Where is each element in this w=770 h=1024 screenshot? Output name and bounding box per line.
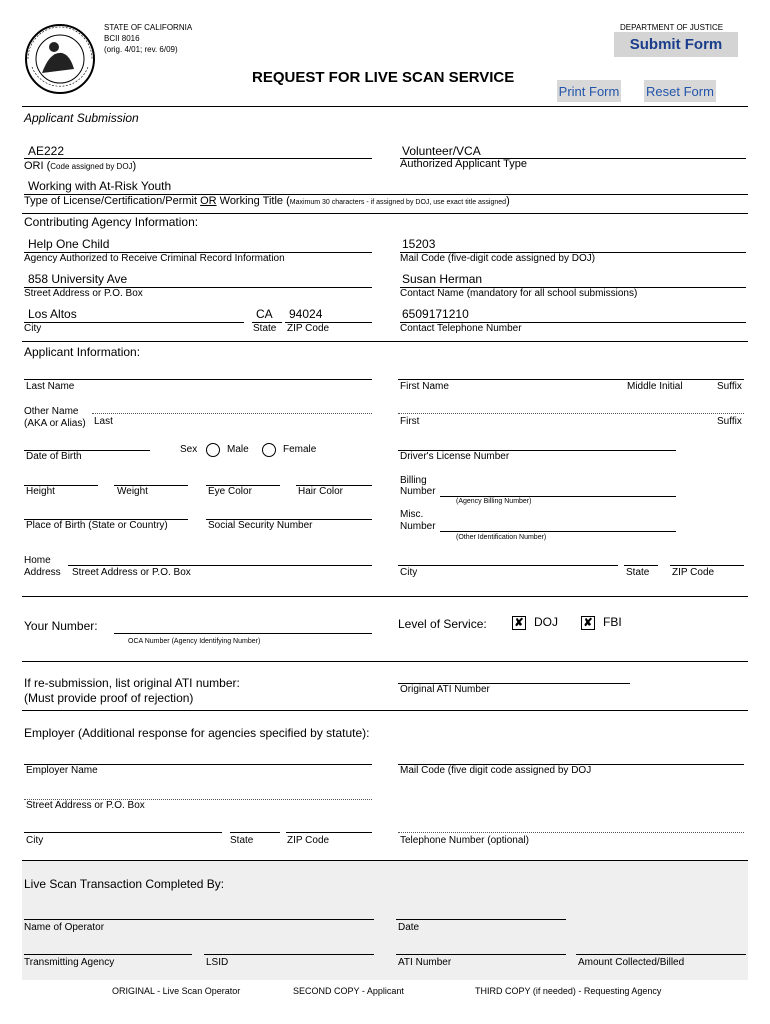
date-label: Date	[398, 922, 420, 933]
eye-color-label: Eye Color	[208, 486, 252, 497]
mail-code-value[interactable]: 15203	[402, 237, 436, 251]
aka-label: (AKA or Alias)	[24, 418, 86, 429]
resubmission-label: If re-submission, list original ATI number:	[24, 676, 240, 690]
male-label: Male	[227, 444, 249, 455]
billing-label: Billing	[400, 475, 427, 486]
agency-label: Agency Authorized to Receive Criminal Record Information	[24, 253, 285, 264]
employer-city-label: City	[26, 835, 44, 846]
section-live-scan: Live Scan Transaction Completed By:	[24, 877, 225, 891]
ssn-label: Social Security Number	[208, 520, 313, 531]
contact-phone-value[interactable]: 6509171210	[402, 307, 469, 321]
dob-label: Date of Birth	[26, 451, 82, 462]
working-title-label: Type of License/Certification/Permit OR Working Title (Maximum 30 characters - if assigned by DOJ, use exact title assigned)	[24, 195, 510, 207]
divider	[22, 860, 748, 861]
employer-mail-code-label: Mail Code (five digit code assigned by DOJ	[400, 765, 592, 776]
section-contributing-agency: Contributing Agency Information:	[24, 215, 199, 229]
doj-seal-icon	[24, 23, 96, 95]
department-label: DEPARTMENT OF JUSTICE	[620, 23, 724, 32]
city-value[interactable]: Los Altos	[28, 307, 77, 321]
form-revision: (orig. 4/01; rev. 6/09)	[104, 45, 178, 54]
copy-second-label: SECOND COPY - Applicant	[293, 986, 404, 996]
contact-name-value[interactable]: Susan Herman	[402, 272, 483, 286]
misc-number-label: Number	[400, 521, 436, 532]
height-label: Height	[26, 486, 55, 497]
divider	[22, 213, 748, 214]
fbi-label: FBI	[603, 615, 622, 629]
contact-name-label: Contact Name (mandatory for all school submissions)	[400, 288, 638, 299]
print-form-button[interactable]: Print Form	[557, 80, 621, 102]
middle-initial-label: Middle Initial	[627, 381, 683, 392]
first-name-label: First Name	[400, 381, 449, 392]
address-label: Address	[24, 567, 61, 578]
female-label: Female	[283, 444, 317, 455]
lsid-label: LSID	[206, 957, 229, 968]
resubmission-proof-label: (Must provide proof of rejection)	[24, 691, 194, 705]
copy-third-label: THIRD COPY (if needed) - Requesting Agency	[475, 986, 662, 996]
street-label: Street Address or P.O. Box	[24, 288, 143, 299]
employer-street-label: Street Address or P.O. Box	[26, 800, 145, 811]
applicant-type-value[interactable]: Volunteer/VCA	[402, 144, 481, 158]
amount-collected-label: Amount Collected/Billed	[578, 957, 685, 968]
suffix-label: Suffix	[717, 381, 742, 392]
mail-code-label: Mail Code (five-digit code assigned by DOJ)	[400, 253, 596, 264]
street-value[interactable]: 858 University Ave	[28, 272, 128, 286]
divider	[22, 341, 748, 342]
state-value[interactable]: CA	[256, 307, 273, 321]
drivers-license-label: Driver's License Number	[400, 451, 510, 462]
misc-sub-label: (Other Identification Number)	[456, 534, 547, 541]
hair-color-label: Hair Color	[298, 486, 344, 497]
doj-label: DOJ	[534, 615, 558, 629]
weight-label: Weight	[117, 486, 148, 497]
employer-name-label: Employer Name	[26, 765, 98, 776]
your-number-label: Your Number:	[24, 619, 98, 633]
billing-number-label: Number	[400, 486, 436, 497]
home-city-label: City	[400, 567, 418, 578]
submit-form-button[interactable]: Submit Form	[614, 32, 738, 57]
section-applicant-information: Applicant Information:	[24, 345, 141, 359]
form-number: BCII 8016	[104, 34, 140, 43]
transmitting-agency-label: Transmitting Agency	[24, 957, 115, 968]
original-ati-label: Original ATI Number	[400, 684, 490, 695]
operator-name-label: Name of Operator	[24, 922, 105, 933]
ori-value[interactable]: AE222	[28, 144, 65, 158]
other-suffix-label: Suffix	[717, 416, 742, 427]
male-radio[interactable]	[206, 443, 220, 457]
working-title-value[interactable]: Working with At-Risk Youth	[28, 179, 172, 193]
other-last-label: Last	[94, 416, 113, 427]
contact-phone-label: Contact Telephone Number	[400, 323, 522, 334]
home-zip-label: ZIP Code	[672, 567, 715, 578]
home-state-label: State	[626, 567, 650, 578]
agency-value[interactable]: Help One Child	[28, 237, 110, 251]
section-applicant-submission: Applicant Submission	[24, 111, 139, 125]
misc-label: Misc.	[400, 509, 424, 520]
divider	[22, 106, 748, 107]
place-of-birth-label: Place of Birth (State or Country)	[26, 520, 168, 531]
copy-original-label: ORIGINAL - Live Scan Operator	[112, 986, 241, 996]
ati-number-label: ATI Number	[398, 957, 452, 968]
female-radio[interactable]	[262, 443, 276, 457]
zip-value[interactable]: 94024	[289, 307, 323, 321]
fbi-checkbox[interactable]: ✘	[581, 616, 595, 630]
employer-zip-label: ZIP Code	[287, 835, 330, 846]
oca-number-label: OCA Number (Agency Identifying Number)	[128, 638, 261, 645]
form-title: REQUEST FOR LIVE SCAN SERVICE	[252, 69, 515, 86]
doj-checkbox[interactable]: ✘	[512, 616, 526, 630]
reset-form-button[interactable]: Reset Form	[644, 80, 716, 102]
divider	[22, 596, 748, 597]
ori-label: ORI (Code assigned by DOJ)	[24, 160, 137, 172]
home-label: Home	[24, 555, 51, 566]
last-name-label: Last Name	[26, 381, 75, 392]
state-label: STATE OF CALIFORNIA	[104, 23, 193, 32]
other-first-label: First	[400, 416, 420, 427]
sex-label: Sex	[180, 444, 198, 455]
other-name-label: Other Name	[24, 406, 79, 417]
divider	[22, 661, 748, 662]
billing-sub-label: (Agency Billing Number)	[456, 498, 532, 505]
zip-label: ZIP Code	[287, 323, 330, 334]
section-employer: Employer (Additional response for agencies specified by statute):	[24, 726, 370, 740]
level-of-service-label: Level of Service:	[398, 617, 487, 631]
applicant-type-label: Authorized Applicant Type	[400, 158, 527, 170]
employer-phone-label: Telephone Number (optional)	[400, 835, 529, 846]
employer-state-label: State	[230, 835, 254, 846]
state-label-field: State	[253, 323, 277, 334]
home-street-label: Street Address or P.O. Box	[72, 567, 191, 578]
divider	[22, 710, 748, 711]
city-label: City	[24, 323, 42, 334]
